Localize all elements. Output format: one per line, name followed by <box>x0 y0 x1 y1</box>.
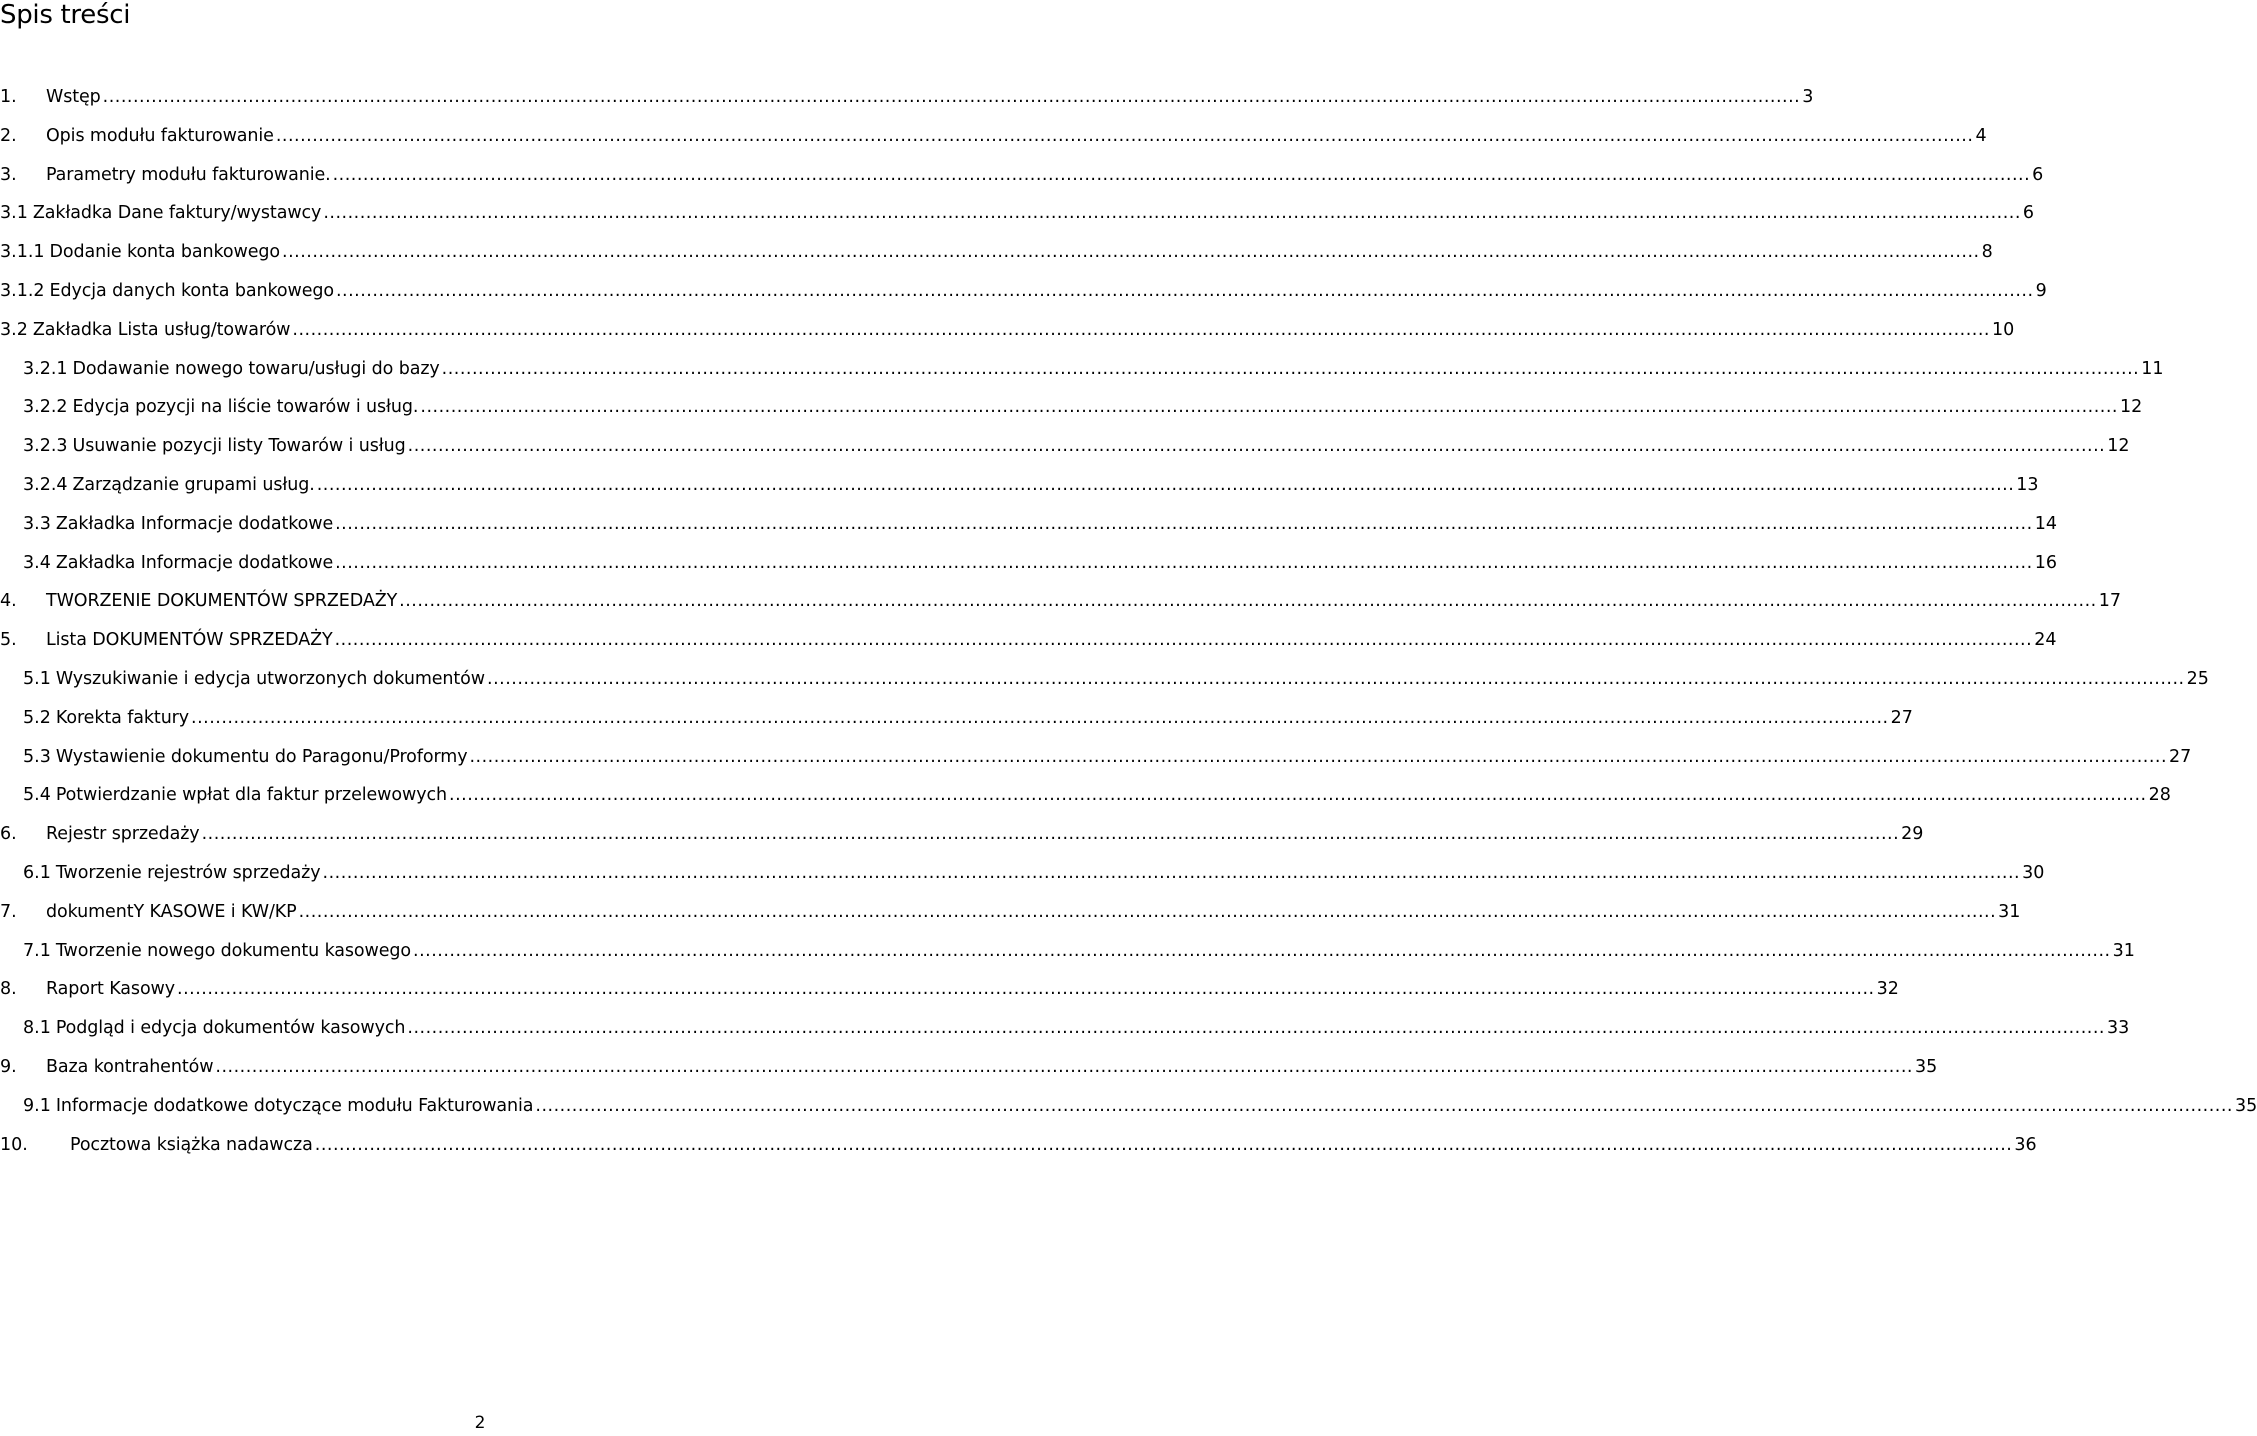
toc-entry-3-4[interactable] <box>0 544 2057 583</box>
toc-entry-number: 5.2 <box>23 707 51 728</box>
toc-entry-5-3[interactable] <box>0 738 2192 777</box>
toc-entry-number: 3.1.2 <box>0 280 45 301</box>
dot-leader <box>276 117 1974 156</box>
toc-entry-label: Pocztowa książka nadawcza <box>70 1134 313 1155</box>
dot-leader <box>191 699 1889 738</box>
toc-entry-page: 12 <box>2119 397 2143 418</box>
toc-entry-label: Wstęp <box>46 87 101 107</box>
toc-entry-3-2-3[interactable] <box>0 427 2130 466</box>
toc-entry-3-3[interactable] <box>0 505 2057 544</box>
dot-leader <box>292 311 1990 350</box>
toc-entry-page: 31 <box>1998 901 2021 922</box>
dot-leader <box>317 466 2015 505</box>
dot-leader <box>323 854 2021 893</box>
toc-entry-label: Zarządzanie grupami usług. <box>72 474 315 495</box>
toc-entry-page: 35 <box>1915 1056 1938 1077</box>
toc-entry-label: Edycja pozycji na liście towarów i usług. <box>72 397 419 418</box>
toc-entry-number: 3.2.1 <box>23 358 68 379</box>
toc-entry-6-1[interactable] <box>0 854 2045 893</box>
toc-entry-3-2-1[interactable] <box>0 350 2164 389</box>
toc-entry-number: 10. <box>0 1134 28 1155</box>
dot-leader <box>442 350 2140 389</box>
dot-leader <box>335 621 2033 660</box>
toc-entry-label: Informacje dodatkowe dotyczące modułu Fakturowania <box>55 1095 534 1116</box>
toc-entry-3-2-2[interactable] <box>0 388 2143 427</box>
toc-entry-number: 5.1 <box>23 668 51 689</box>
toc-entry-page: 12 <box>2107 436 2130 457</box>
toc-entry-3-2-4[interactable] <box>0 466 2039 505</box>
toc-entry-page: 13 <box>2016 474 2039 495</box>
toc-entry-label: Podgląd i edycja dokumentów kasowych <box>55 1018 406 1039</box>
toc-entry-number: 3.1 <box>0 203 28 224</box>
dot-leader <box>177 970 1875 1009</box>
toc-entry-label: Usuwanie pozycji listy Towarów i usług <box>72 436 406 457</box>
toc-entry-label: Lista DOKUMENTÓW SPRZEDAŻY <box>46 630 333 651</box>
toc-entry-label: TWORZENIE DOKUMENTÓW SPRZEDAŻY <box>46 591 398 612</box>
toc-entry-2[interactable] <box>0 117 1987 156</box>
dot-leader <box>299 893 1997 932</box>
dot-leader <box>487 660 2185 699</box>
toc-entry-5-2[interactable] <box>0 699 1913 738</box>
page-number: 2 <box>474 1413 486 1433</box>
toc-entry-number: 3.2 <box>0 319 28 340</box>
toc-entry-page: 30 <box>2022 862 2045 883</box>
dot-leader <box>323 194 2021 233</box>
dot-leader <box>413 932 2111 971</box>
toc-entry-1[interactable] <box>0 78 1814 117</box>
toc-entry-label: Baza kontrahentów <box>46 1056 214 1077</box>
toc-entry-page: 28 <box>2148 785 2171 806</box>
dot-leader <box>449 776 2147 815</box>
toc-entry-3-1-1[interactable] <box>0 233 1993 272</box>
toc-entry-number: 5.4 <box>23 785 51 806</box>
toc-entry-page: 35 <box>2234 1095 2257 1116</box>
toc-entry-page: 6 <box>2022 203 2035 224</box>
toc-entry-3[interactable] <box>0 156 2044 195</box>
dot-leader <box>535 1087 2233 1126</box>
toc-entry-label: Wystawienie dokumentu do Paragonu/Proformy <box>55 746 468 767</box>
toc-entry-number: 3. <box>0 164 17 185</box>
toc-entry-label: Wyszukiwanie i edycja utworzonych dokumentów <box>55 668 486 689</box>
toc-entry-7[interactable] <box>0 893 2021 932</box>
toc-entry-number: 9. <box>0 1056 17 1077</box>
dot-leader <box>399 582 2097 621</box>
toc-entry-page: 9 <box>2035 280 2047 301</box>
toc-entry-label: Parametry modułu fakturowanie. <box>46 164 331 185</box>
toc-entry-number: 3.2.3 <box>23 436 68 457</box>
dot-leader <box>315 1126 2013 1165</box>
toc-entry-4[interactable] <box>0 582 2122 621</box>
dot-leader <box>407 1009 2105 1048</box>
toc-entry-page: 10 <box>1991 319 2015 340</box>
toc-entry-3-1[interactable] <box>0 194 2035 233</box>
toc-entry-page: 3 <box>1802 87 1814 107</box>
toc-entry-label: Potwierdzanie wpłat dla faktur przelewowych <box>55 785 447 806</box>
toc-entry-page: 36 <box>2014 1134 2037 1155</box>
toc-entry-number: 1. <box>0 87 17 107</box>
dot-leader <box>202 815 1900 854</box>
toc-entry-label: Korekta faktury <box>55 707 190 728</box>
dot-leader <box>335 544 2033 583</box>
toc-entry-label: dokumentY KASOWE i KW/KP <box>46 901 297 922</box>
toc-entry-number: 3.4 <box>23 552 51 573</box>
toc-entry-page: 14 <box>2034 513 2057 534</box>
toc-entry-label: Dodawanie nowego towaru/usługi do bazy <box>72 358 440 379</box>
dot-leader <box>215 1048 1913 1087</box>
toc-entry-3-2[interactable] <box>0 311 2015 350</box>
toc-entry-number: 9.1 <box>23 1095 51 1116</box>
toc-entry-page: 31 <box>2112 940 2135 961</box>
toc-entry-page: 8 <box>1981 242 1993 263</box>
toc-entry-6[interactable] <box>0 815 1924 854</box>
toc-entry-page: 33 <box>2106 1018 2130 1039</box>
toc-entry-page: 17 <box>2098 591 2122 612</box>
toc-entry-number: 3.3 <box>23 513 51 534</box>
toc-entry-5-4[interactable] <box>0 776 2171 815</box>
toc-entry-page: 16 <box>2034 552 2057 573</box>
toc-entry-number: 2. <box>0 125 17 146</box>
toc-entry-label: Zakładka Informacje dodatkowe <box>55 552 334 573</box>
toc-entry-number: 3.2.4 <box>23 474 68 495</box>
toc-entry-number: 3.2.2 <box>23 397 68 418</box>
dot-leader <box>333 156 2031 195</box>
toc-entry-label: Zakładka Informacje dodatkowe <box>55 513 334 534</box>
toc-entry-page: 24 <box>2034 630 2057 651</box>
toc-entry-number: 6.1 <box>23 862 51 883</box>
dot-leader <box>282 233 1980 272</box>
toc-entry-page: 27 <box>1890 707 1913 728</box>
toc-entry-page: 11 <box>2141 358 2164 379</box>
toc-entry-number: 3.1.1 <box>0 242 45 263</box>
toc-entry-9[interactable] <box>0 1048 1938 1087</box>
toc-entry-number: 8. <box>0 979 17 1000</box>
dot-leader <box>103 78 1801 117</box>
dot-leader <box>335 505 2033 544</box>
toc-entry-page: 27 <box>2169 746 2192 767</box>
toc-entry-page: 6 <box>2032 164 2044 185</box>
toc-entry-page: 4 <box>1975 125 1987 146</box>
toc-entry-label: Edycja danych konta bankowego <box>49 280 334 301</box>
toc-entry-number: 7. <box>0 901 17 922</box>
toc-entry-page: 32 <box>1876 979 1899 1000</box>
toc-entry-number: 8.1 <box>23 1018 51 1039</box>
toc-entry-8[interactable] <box>0 970 1899 1009</box>
toc-entry-3-1-2[interactable] <box>0 272 2047 311</box>
toc-entry-7-1[interactable] <box>0 932 2135 971</box>
dot-leader <box>336 272 2034 311</box>
dot-leader <box>420 388 2118 427</box>
toc-entry-number: 7.1 <box>23 940 51 961</box>
toc-entry-number: 6. <box>0 824 17 845</box>
toc-entry-number: 5. <box>0 630 17 651</box>
toc-entry-label: Opis modułu fakturowanie <box>46 125 274 146</box>
toc-entry-label: Tworzenie rejestrów sprzedaży <box>55 862 321 883</box>
toc-entry-label: Zakładka Lista usług/towarów <box>32 319 291 340</box>
toc-entry-number: 5.3 <box>23 746 51 767</box>
toc-entry-label: Zakładka Dane faktury/wystawcy <box>32 203 322 224</box>
toc-entry-label: Raport Kasowy <box>46 979 176 1000</box>
toc-list <box>0 78 2257 1164</box>
toc-entry-5[interactable] <box>0 621 2057 660</box>
toc-entry-8-1[interactable] <box>0 1009 2130 1048</box>
toc-entry-number: 4. <box>0 591 17 612</box>
toc-entry-label: Rejestr sprzedaży <box>46 824 200 845</box>
toc-entry-label: Tworzenie nowego dokumentu kasowego <box>55 940 412 961</box>
toc-entry-page: 25 <box>2186 668 2209 689</box>
toc-title: Spis treści <box>0 0 131 30</box>
dot-leader <box>469 738 2167 777</box>
toc-entry-9-1[interactable] <box>0 1087 2257 1126</box>
toc-entry-5-1[interactable] <box>0 660 2209 699</box>
toc-entry-10[interactable] <box>0 1126 2037 1165</box>
dot-leader <box>408 427 2106 466</box>
toc-entry-label: Dodanie konta bankowego <box>49 242 281 263</box>
toc-entry-page: 29 <box>1901 824 1924 845</box>
